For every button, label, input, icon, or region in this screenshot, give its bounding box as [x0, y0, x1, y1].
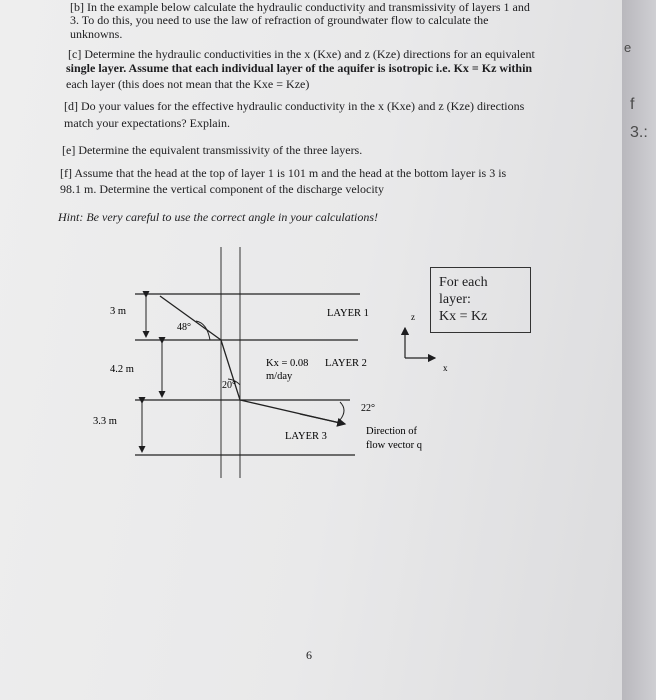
part-b-line-2: 3. To do this, you need to use the law of refraction of groundwater flow to calculate the	[70, 13, 489, 27]
flow-path	[160, 296, 340, 423]
legend-line-3: Kx = Kz	[439, 309, 488, 324]
part-d-line-2: match your expectations? Explain.	[64, 116, 230, 130]
legend-box	[430, 267, 531, 333]
angle-label-48: 48°	[177, 322, 191, 333]
adjacent-page-fragment-2: f	[630, 96, 635, 113]
thickness-label-1: 3 m	[110, 306, 127, 317]
angle-arc-22	[340, 402, 344, 420]
part-c-line-3: each layer (this does not mean that the Kxe = Kze)	[66, 77, 310, 91]
part-f-line-2: 98.1 m. Determine the vertical component of the discharge velocity	[60, 182, 385, 196]
flow-vector-arrow	[300, 414, 345, 424]
legend-line-2: layer:	[439, 292, 471, 307]
adjacent-page-fragment-1: e	[624, 40, 632, 55]
layer-3-label: LAYER 3	[285, 431, 327, 442]
layer-2-label: LAYER 2	[325, 358, 367, 369]
part-e-line-1: [e] Determine the equivalent transmissivity of the three layers.	[62, 143, 363, 157]
thickness-label-3: 3.3 m	[93, 416, 117, 427]
part-c-line-2: single layer. Assume that each individual layer of the aquifer is isotropic i.e. Kx = Kz within	[66, 61, 533, 75]
part-c-line-1: [c] Determine the hydraulic conductivities in the x (Kxe) and z (Kze) directions for an equivalent	[68, 47, 535, 61]
z-axis-label: z	[411, 312, 415, 322]
part-d-line-1: [d] Do your values for the effective hydraulic conductivity in the x (Kxe) and z (Kze) directions	[64, 99, 525, 113]
part-f-line-1: [f] Assume that the head at the top of layer 1 is 101 m and the head at the bottom layer is 3 is	[60, 166, 507, 180]
hint-text: Hint: Be very careful to use the correct angle in your calculations!	[58, 210, 379, 224]
x-axis-label: x	[443, 363, 448, 373]
kx-label-line-1: Kx = 0.08	[266, 358, 309, 369]
kx-label-line-2: m/day	[266, 371, 293, 382]
angle-label-20: 20°	[222, 380, 236, 391]
flow-direction-label-2: flow vector q	[366, 440, 422, 451]
legend-line-1: For each	[439, 275, 488, 290]
layer-1-label: LAYER 1	[327, 308, 369, 319]
thickness-label-2: 4.2 m	[110, 364, 134, 375]
adjacent-page-edge	[622, 0, 656, 700]
part-b-line-1: [b] In the example below calculate the hydraulic conductivity and transmissivity of layers 1 and	[70, 0, 530, 14]
angle-label-22: 22°	[361, 403, 375, 414]
flow-direction-label-1: Direction of	[366, 426, 418, 437]
page-number: 6	[306, 648, 312, 662]
part-b-line-3: unknowns.	[70, 27, 123, 41]
adjacent-page-fragment-3: 3.:	[630, 124, 648, 141]
